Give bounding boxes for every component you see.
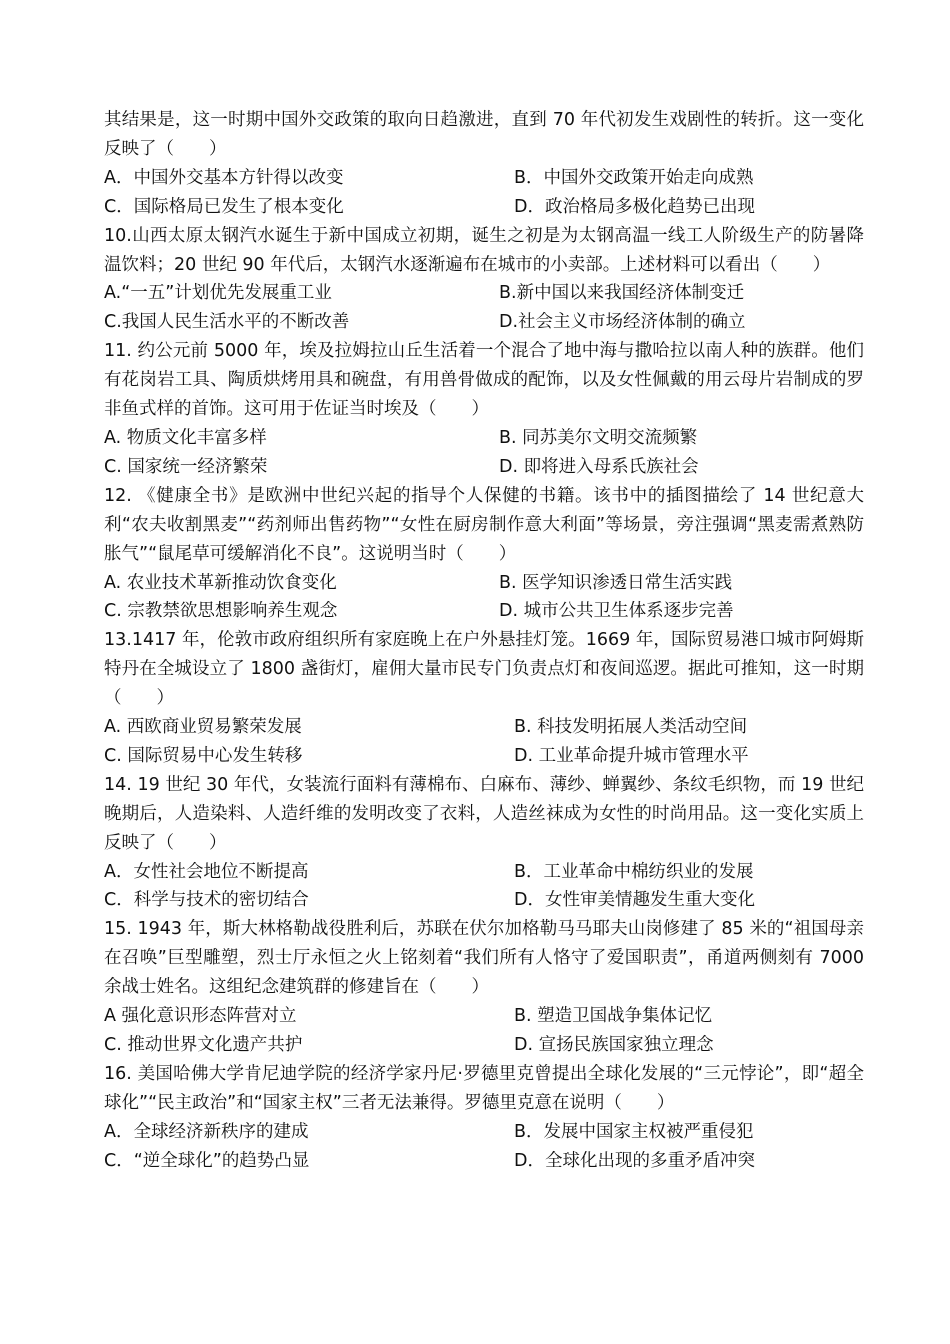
option-c[interactable]: C. 国家统一经济繁荣	[104, 456, 268, 477]
question-page	[104, 106, 864, 1176]
option-d[interactable]: D. 即将进入母系氏族社会	[499, 456, 699, 477]
option-list	[104, 1118, 864, 1176]
option-d[interactable]: D. 宣扬民族国家独立理念	[514, 1035, 714, 1055]
question-stem: 11. 约公元前 5000 年，埃及拉姆拉山丘生活着一个混合了地中海与撒哈拉以南人种的族群。他们有花岗岩工具、陶质烘烤用具和碗盘，有用兽骨做成的配饰，以及女性佩戴的用云母片岩制成的罗非鱼式样的首饰。这可用于佐证当时埃及（ ）	[104, 341, 864, 420]
option-c[interactable]: C．国际格局已发生了根本变化	[104, 196, 344, 217]
option-d[interactable]: D.社会主义市场经济体制的确立	[499, 312, 746, 333]
option-b[interactable]: B．中国外交政策开始走向成熟	[514, 167, 754, 188]
option-c[interactable]: C．科学与技术的密切结合	[104, 890, 309, 911]
question-stem: 14. 19 世纪 30 年代，女装流行面料有薄棉布、白麻布、薄纱、蝉翼纱、条纹毛织物，而 19 世纪晚期后，人造染料、人造纤维的发明改变了衣料，人造丝袜成为女性的时尚用品。这一变化实质上反映了（ ）	[104, 774, 864, 853]
option-list	[104, 713, 864, 771]
option-a[interactable]: A. 物质文化丰富多样	[104, 427, 267, 448]
option-c[interactable]: C. 推动世界文化遗产共护	[104, 1035, 303, 1055]
option-a[interactable]: A．中国外交基本方针得以改变	[104, 167, 344, 188]
option-c[interactable]: C. 宗教禁欲思想影响养生观念	[104, 601, 338, 622]
option-b[interactable]: B. 医学知识渗透日常生活实践	[499, 572, 733, 593]
option-list	[104, 569, 864, 627]
question-12	[104, 482, 864, 627]
question-14	[104, 771, 864, 916]
question-9	[104, 106, 864, 222]
option-d[interactable]: D. 工业革命提升城市管理水平	[514, 745, 749, 766]
option-list	[104, 858, 864, 916]
option-b[interactable]: B．发展中国家主权被严重侵犯	[514, 1121, 754, 1142]
question-16	[104, 1060, 864, 1176]
option-list	[104, 1002, 864, 1060]
question-stem: 15. 1943 年，斯大林格勒战役胜利后，苏联在伏尔加格勒马马耶夫山岗修建了 85 米的“祖国母亲在召唤”巨型雕塑，烈士厅永恒之火上铭刻着“我们所有人恪守了爱国职责”，甬道两侧刻有 7000 余战士姓名。这组纪念建筑群的修建旨在（ ）	[104, 919, 864, 998]
option-d[interactable]: D．女性审美情趣发生重大变化	[514, 890, 755, 911]
question-stem: 16. 美国哈佛大学肯尼迪学院的经济学家丹尼·罗德里克曾提出全球化发展的“三元悖论”，即“超全球化”“民主政治”和“国家主权”三者无法兼得。罗德里克意在说明（ ）	[104, 1063, 864, 1113]
option-b[interactable]: B. 科技发明拓展人类活动空间	[514, 717, 748, 738]
option-a[interactable]: A 强化意识形态阵营对立	[104, 1006, 297, 1027]
option-list	[104, 424, 864, 482]
option-list	[104, 164, 864, 222]
option-a[interactable]: A. 农业技术革新推动饮食变化	[104, 572, 337, 593]
option-c[interactable]: C.我国人民生活水平的不断改善	[104, 312, 350, 333]
option-list	[104, 279, 864, 337]
question-stem: 13.1417 年，伦敦市政府组织所有家庭晚上在户外悬挂灯笼。1669 年，国际贸易港口城市阿姆斯特丹在全城设立了 1800 盏街灯，雇佣大量市民专门负责点灯和夜间巡逻。据此可推知，这一时期（ ）	[104, 630, 864, 709]
option-a[interactable]: A．全球经济新秩序的建成	[104, 1121, 309, 1142]
option-b[interactable]: B．工业革命中棉纺织业的发展	[514, 861, 754, 882]
option-d[interactable]: D．全球化出现的多重矛盾冲突	[514, 1150, 755, 1171]
question-stem: 10.山西太原太钢汽水诞生于新中国成立初期，诞生之初是为太钢高温一线工人阶级生产的防暑降温饮料；20 世纪 90 年代后，太钢汽水逐渐遍布在城市的小卖部。上述材料可以看出（ ）	[104, 225, 864, 275]
option-a[interactable]: A.“一五”计划优先发展重工业	[104, 283, 332, 304]
option-b[interactable]: B. 同苏美尔文明交流频繁	[499, 427, 698, 448]
question-stem: 其结果是，这一时期中国外交政策的取向日趋激进，直到 70 年代初发生戏剧性的转折。这一变化反映了（ ）	[104, 110, 864, 159]
option-c[interactable]: C．“逆全球化”的趋势凸显	[104, 1150, 310, 1171]
option-b[interactable]: B. 塑造卫国战争集体记忆	[514, 1006, 713, 1027]
option-d[interactable]: D．政治格局多极化趋势已出现	[514, 196, 755, 217]
option-c[interactable]: C. 国际贸易中心发生转移	[104, 745, 303, 766]
option-b[interactable]: B.新中国以来我国经济体制变迁	[499, 283, 745, 304]
question-10	[104, 222, 864, 338]
question-11	[104, 337, 864, 482]
question-15	[104, 915, 864, 1060]
option-a[interactable]: A．女性社会地位不断提高	[104, 861, 309, 882]
question-13	[104, 626, 864, 771]
option-a[interactable]: A. 西欧商业贸易繁荣发展	[104, 717, 302, 738]
option-d[interactable]: D. 城市公共卫生体系逐步完善	[499, 601, 734, 622]
question-stem: 12. 《健康全书》是欧洲中世纪兴起的指导个人保健的书籍。该书中的插图描绘了 14 世纪意大利“农夫收割黑麦”“药剂师出售药物”“女性在厨房制作意大利面”等场景，旁注强调“黑麦需煮熟防胀气”“鼠尾草可缓解消化不良”。这说明当时（ ）	[104, 485, 864, 564]
